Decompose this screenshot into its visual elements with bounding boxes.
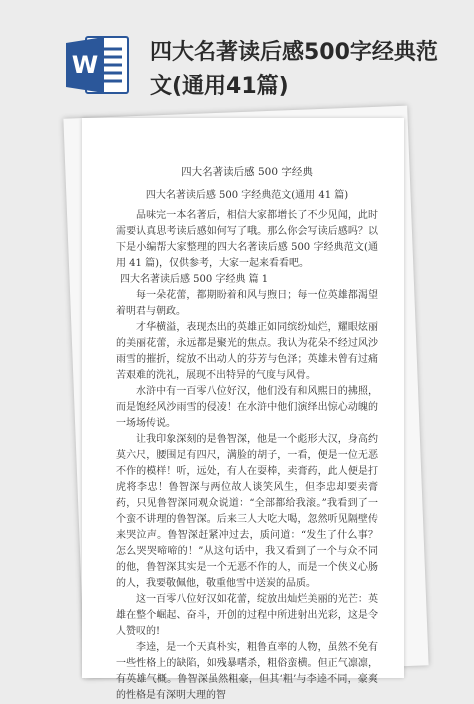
paragraph: 水浒中有一百零八位好汉，他们没有和风熙日的拂照，而是饱经风沙雨雪的侵凌！在水浒中他们演绎出惊心动魄的一场场传说。 [116,386,378,429]
paragraph: 才华横溢，表现杰出的英雄正如同缤纷灿烂，耀眼炫丽的美丽花蕾，永远都是聚光的焦点。我认为花朵不经过风沙雨雪的摧折，绽放不出动人的芬芳与色泽；英雄未曾有过痛苦艰难的洗礼，展现不出特异的气度与风骨。 [116,322,378,381]
intro-paragraph: 品味完一本名著后，相信大家都增长了不少见闻，此时需要认真思考读后感如何写了哦。那么你会写读后感吗？以下是小编帮大家整理的四大名著读后感 500 字经典范文(通用 41 篇)，仅供参考，大家一起来看看吧。 [116,210,378,269]
header [0,0,474,112]
document-page [82,118,404,701]
paragraph: 每一朵花蕾，都期盼着和风与煦日；每一位英雄都渴望着明君与朝政。 [116,290,378,317]
section-heading: 四大名著读后感 500 字经典 篇 1 [120,274,269,285]
page-title: 四大名著读后感500字经典范文(通用41篇) [150,40,438,99]
paragraph: 这一百零八位好汉如花蕾，绽放出灿烂美丽的光芒：英雄在整个崛起、奋斗，开创的过程中所进射出光彩，这是令人赞叹的! [116,594,378,637]
document-subtitle: 四大名著读后感 500 字经典范文(通用 41 篇) [145,190,349,201]
document-title: 四大名著读后感 500 字经典 [181,166,313,178]
paragraph: 李逵，是一个天真朴实，粗鲁直率的人物，虽然不免有一些性格上的缺陷，如残暴嗜杀，粗俗蛮横。但正气凛凛，有英雄气概。鲁智深虽然粗豪，但其‘粗’与李逵不同，豪爽的性格是有深明大理的智 [116,642,378,701]
word-document-icon [66,35,130,95]
svg-text:W: W [71,51,99,79]
paragraph: 让我印象深刻的是鲁智深，他是一个彪形大汉，身高约莫六尺，腰围足有四尺，满脸的胡子，一看，便是一位无恶不作的模样！听，远处，有人在耍棒，卖膏药，此人便是打虎将李忠！鲁智深与两位故人谈笑风生，但李忠却要卖膏药，只见鲁智深同观众说道：“全部都给我滚。”我看到了一个蛮不讲理的鲁智深。后来三人大吃大喝，忽然听见隔壁传来哭泣声。鲁智深赶紧冲过去，质问道：“发生了什么事？怎么哭哭啼啼的！”从这句话中，我又看到了一个与众不同的他，鲁智深其实是一个无恶不作的人，而是一个侠义心肠的人，我要敬佩他，敬重他雪中送炭的品质。 [116,434,378,589]
